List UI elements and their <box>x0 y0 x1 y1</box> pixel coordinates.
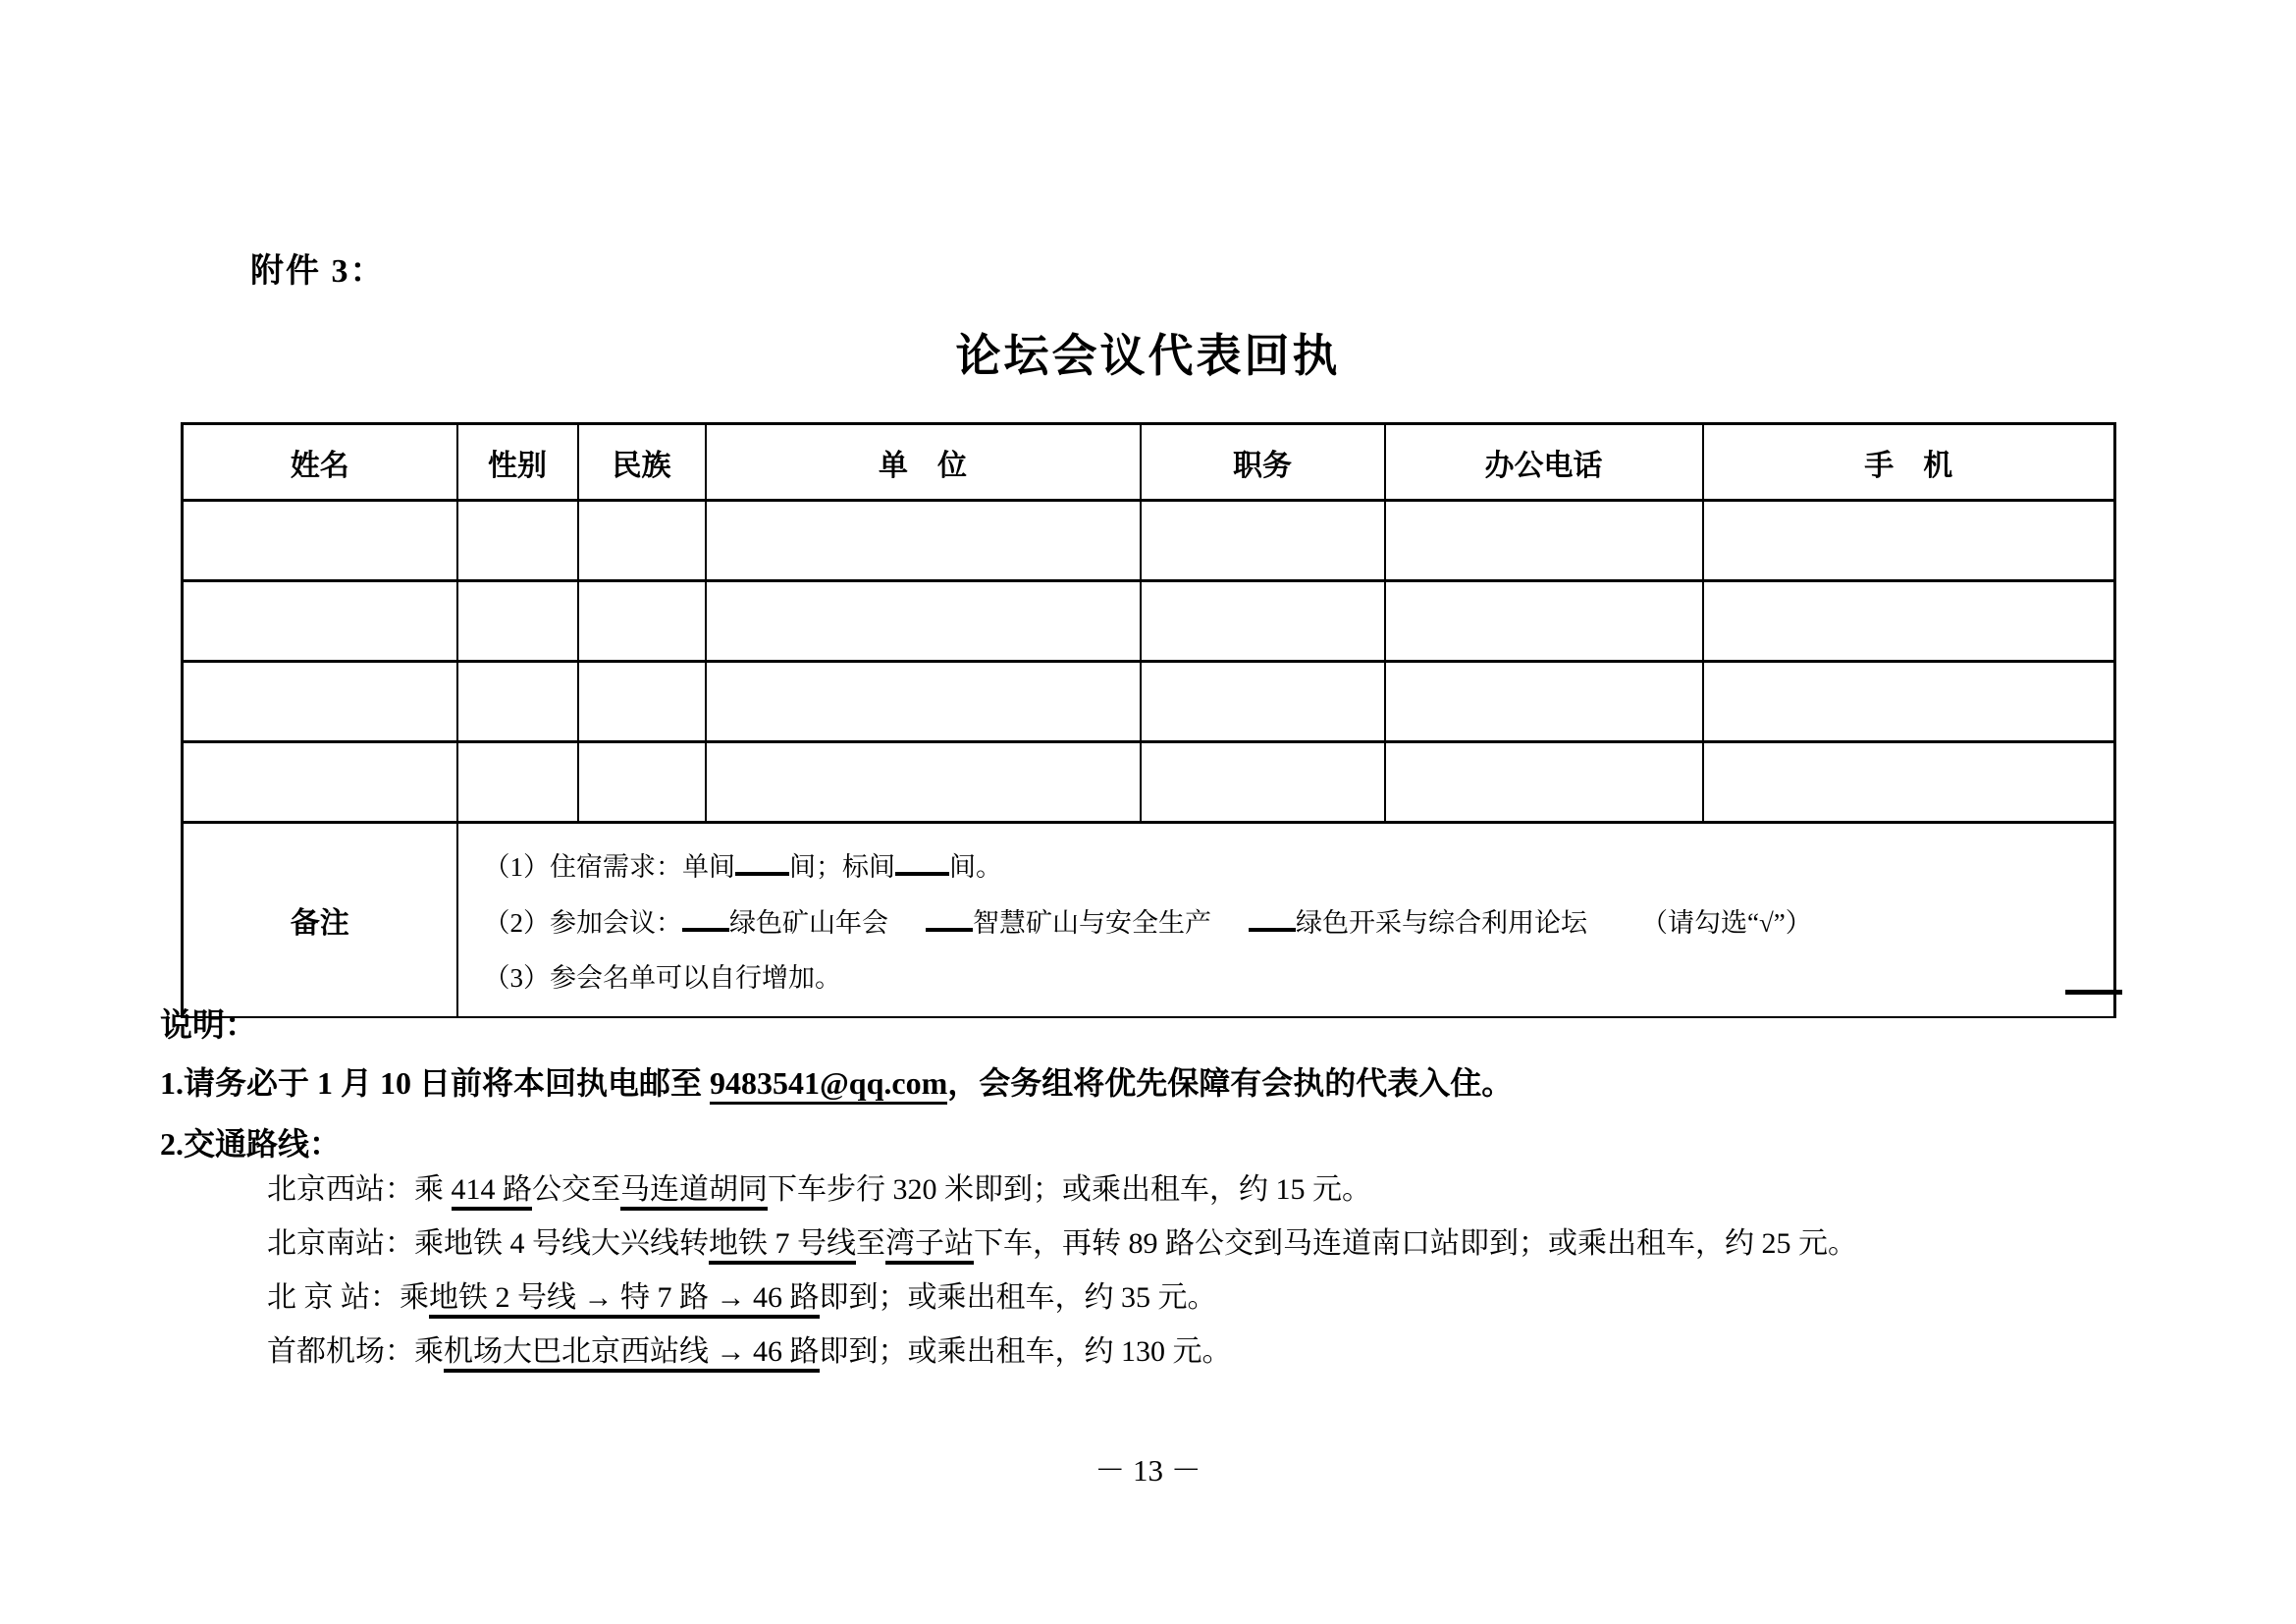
accommodation-text-post: 间。 <box>949 852 1002 882</box>
route-text: 至 <box>856 1227 885 1260</box>
meeting-option2-label: 智慧矿山与安全生产 <box>973 907 1211 938</box>
single-room-blank <box>735 849 789 876</box>
empty-cell <box>1385 742 1703 823</box>
email-instruction-pre: 1.请务必于 1 月 10 日前将本回执电邮至 <box>160 1065 711 1101</box>
route-underlined-text: 地铁 2 号线 → 特 7 路 → 46 路 <box>429 1281 820 1319</box>
empty-cell <box>457 581 578 662</box>
remark-label: 备注 <box>183 823 457 1018</box>
empty-cell <box>457 742 578 823</box>
meeting-option1-label: 绿色矿山年会 <box>729 907 888 938</box>
meeting-option3-blank <box>1249 905 1296 932</box>
remark-content <box>457 823 2115 1018</box>
empty-cell <box>1385 662 1703 742</box>
empty-cell <box>1385 581 1703 662</box>
route-beijing-station <box>267 1271 2230 1325</box>
header-cell-position: 职务 <box>1141 424 1385 501</box>
route-beijing-west-station <box>267 1163 2230 1217</box>
remark-row <box>183 823 2115 1018</box>
empty-cell <box>1141 742 1385 823</box>
header-cell-office-phone: 办公电话 <box>1385 424 1703 501</box>
meeting-option2-blank <box>926 905 973 932</box>
route-text: 首都机场：乘 <box>267 1335 444 1368</box>
remark-line-accommodation <box>484 845 2105 884</box>
meetings-text-pre: （2）参加会议： <box>483 907 682 938</box>
email-instruction-post: ，会务组将优先保障有会执的代表入住。 <box>947 1065 1514 1101</box>
empty-cell <box>1141 662 1385 742</box>
route-text: 下车步行 320 米即到；或乘出租车，约 15 元。 <box>768 1173 1371 1206</box>
empty-cell <box>457 501 578 581</box>
empty-cell <box>183 742 457 823</box>
table-row <box>183 581 2115 662</box>
empty-cell <box>183 501 457 581</box>
route-underlined-text: 机场大巴北京西站线 → 46 路 <box>444 1335 820 1373</box>
empty-cell <box>578 581 706 662</box>
route-beijing-south-station <box>267 1217 2230 1271</box>
route-text: 即到；或乘出租车，约 130 元。 <box>819 1335 1232 1368</box>
empty-cell <box>706 501 1141 581</box>
route-text: 下车，再转 89 路公交到马连道南口站即到；或乘出租车，约 25 元。 <box>974 1227 1857 1260</box>
reply-table <box>181 422 2116 1018</box>
empty-cell <box>1703 581 2115 662</box>
standard-room-blank <box>895 849 949 876</box>
header-cell-organization: 单 位 <box>706 424 1141 501</box>
route-text: 北 京 站：乘 <box>267 1281 429 1314</box>
route-text: 北京西站：乘 <box>267 1173 452 1206</box>
header-cell-ethnicity: 民族 <box>578 424 706 501</box>
header-cell-name: 姓名 <box>183 424 457 501</box>
document-title: 论坛会议代表回执 <box>955 331 1341 381</box>
empty-cell <box>706 742 1141 823</box>
note-transport-heading: 2.交通路线： <box>160 1126 342 1162</box>
route-text: 公交至 <box>532 1173 620 1206</box>
empty-cell <box>1703 662 2115 742</box>
attachment-label: 附件 3： <box>250 253 386 290</box>
email-link[interactable]: 9483541@qq.com <box>710 1065 947 1105</box>
namelist-text: （3）参会名单可以自行增加。 <box>483 963 841 993</box>
route-underlined-text: 地铁 7 号线 <box>709 1227 856 1265</box>
route-text: 即到；或乘出租车，约 35 元。 <box>819 1281 1217 1314</box>
empty-cell <box>183 581 457 662</box>
route-underlined-text: 湾子站 <box>885 1227 974 1265</box>
header-cell-gender: 性别 <box>457 424 578 501</box>
page-number: － 13 － <box>1095 1453 1201 1488</box>
note-email-instruction <box>160 1058 1513 1104</box>
meeting-option1-blank <box>682 905 729 932</box>
accommodation-text-mid: 间；标间 <box>789 852 895 882</box>
meeting-option3-label: 绿色开采与综合利用论坛 <box>1296 907 1587 938</box>
empty-cell <box>578 662 706 742</box>
table-border-artifact <box>2065 990 2122 995</box>
empty-cell <box>1141 581 1385 662</box>
table-header-row <box>183 424 2115 501</box>
route-text: 北京南站：乘地铁 4 号线大兴线转 <box>267 1227 709 1260</box>
notes-heading: 说明： <box>160 1008 257 1044</box>
remark-line-meetings <box>484 901 2105 940</box>
empty-cell <box>457 662 578 742</box>
empty-cell <box>706 581 1141 662</box>
table-row <box>183 662 2115 742</box>
accommodation-text-pre: （1）住宿需求：单间 <box>483 852 735 882</box>
header-cell-mobile: 手 机 <box>1703 424 2115 501</box>
empty-cell <box>183 662 457 742</box>
empty-cell <box>578 501 706 581</box>
empty-cell <box>1703 742 2115 823</box>
empty-cell <box>1141 501 1385 581</box>
table-row <box>183 501 2115 581</box>
route-underlined-text: 414 路 <box>452 1173 533 1211</box>
table-row <box>183 742 2115 823</box>
empty-cell <box>1703 501 2115 581</box>
transport-routes <box>267 1163 2230 1379</box>
remark-line-namelist <box>484 956 2105 995</box>
tick-hint-label: （请勾选“√”） <box>1641 907 1812 938</box>
route-underlined-text: 马连道胡同 <box>620 1173 768 1211</box>
empty-cell <box>578 742 706 823</box>
route-capital-airport <box>267 1325 2230 1379</box>
empty-cell <box>1385 501 1703 581</box>
empty-cell <box>706 662 1141 742</box>
